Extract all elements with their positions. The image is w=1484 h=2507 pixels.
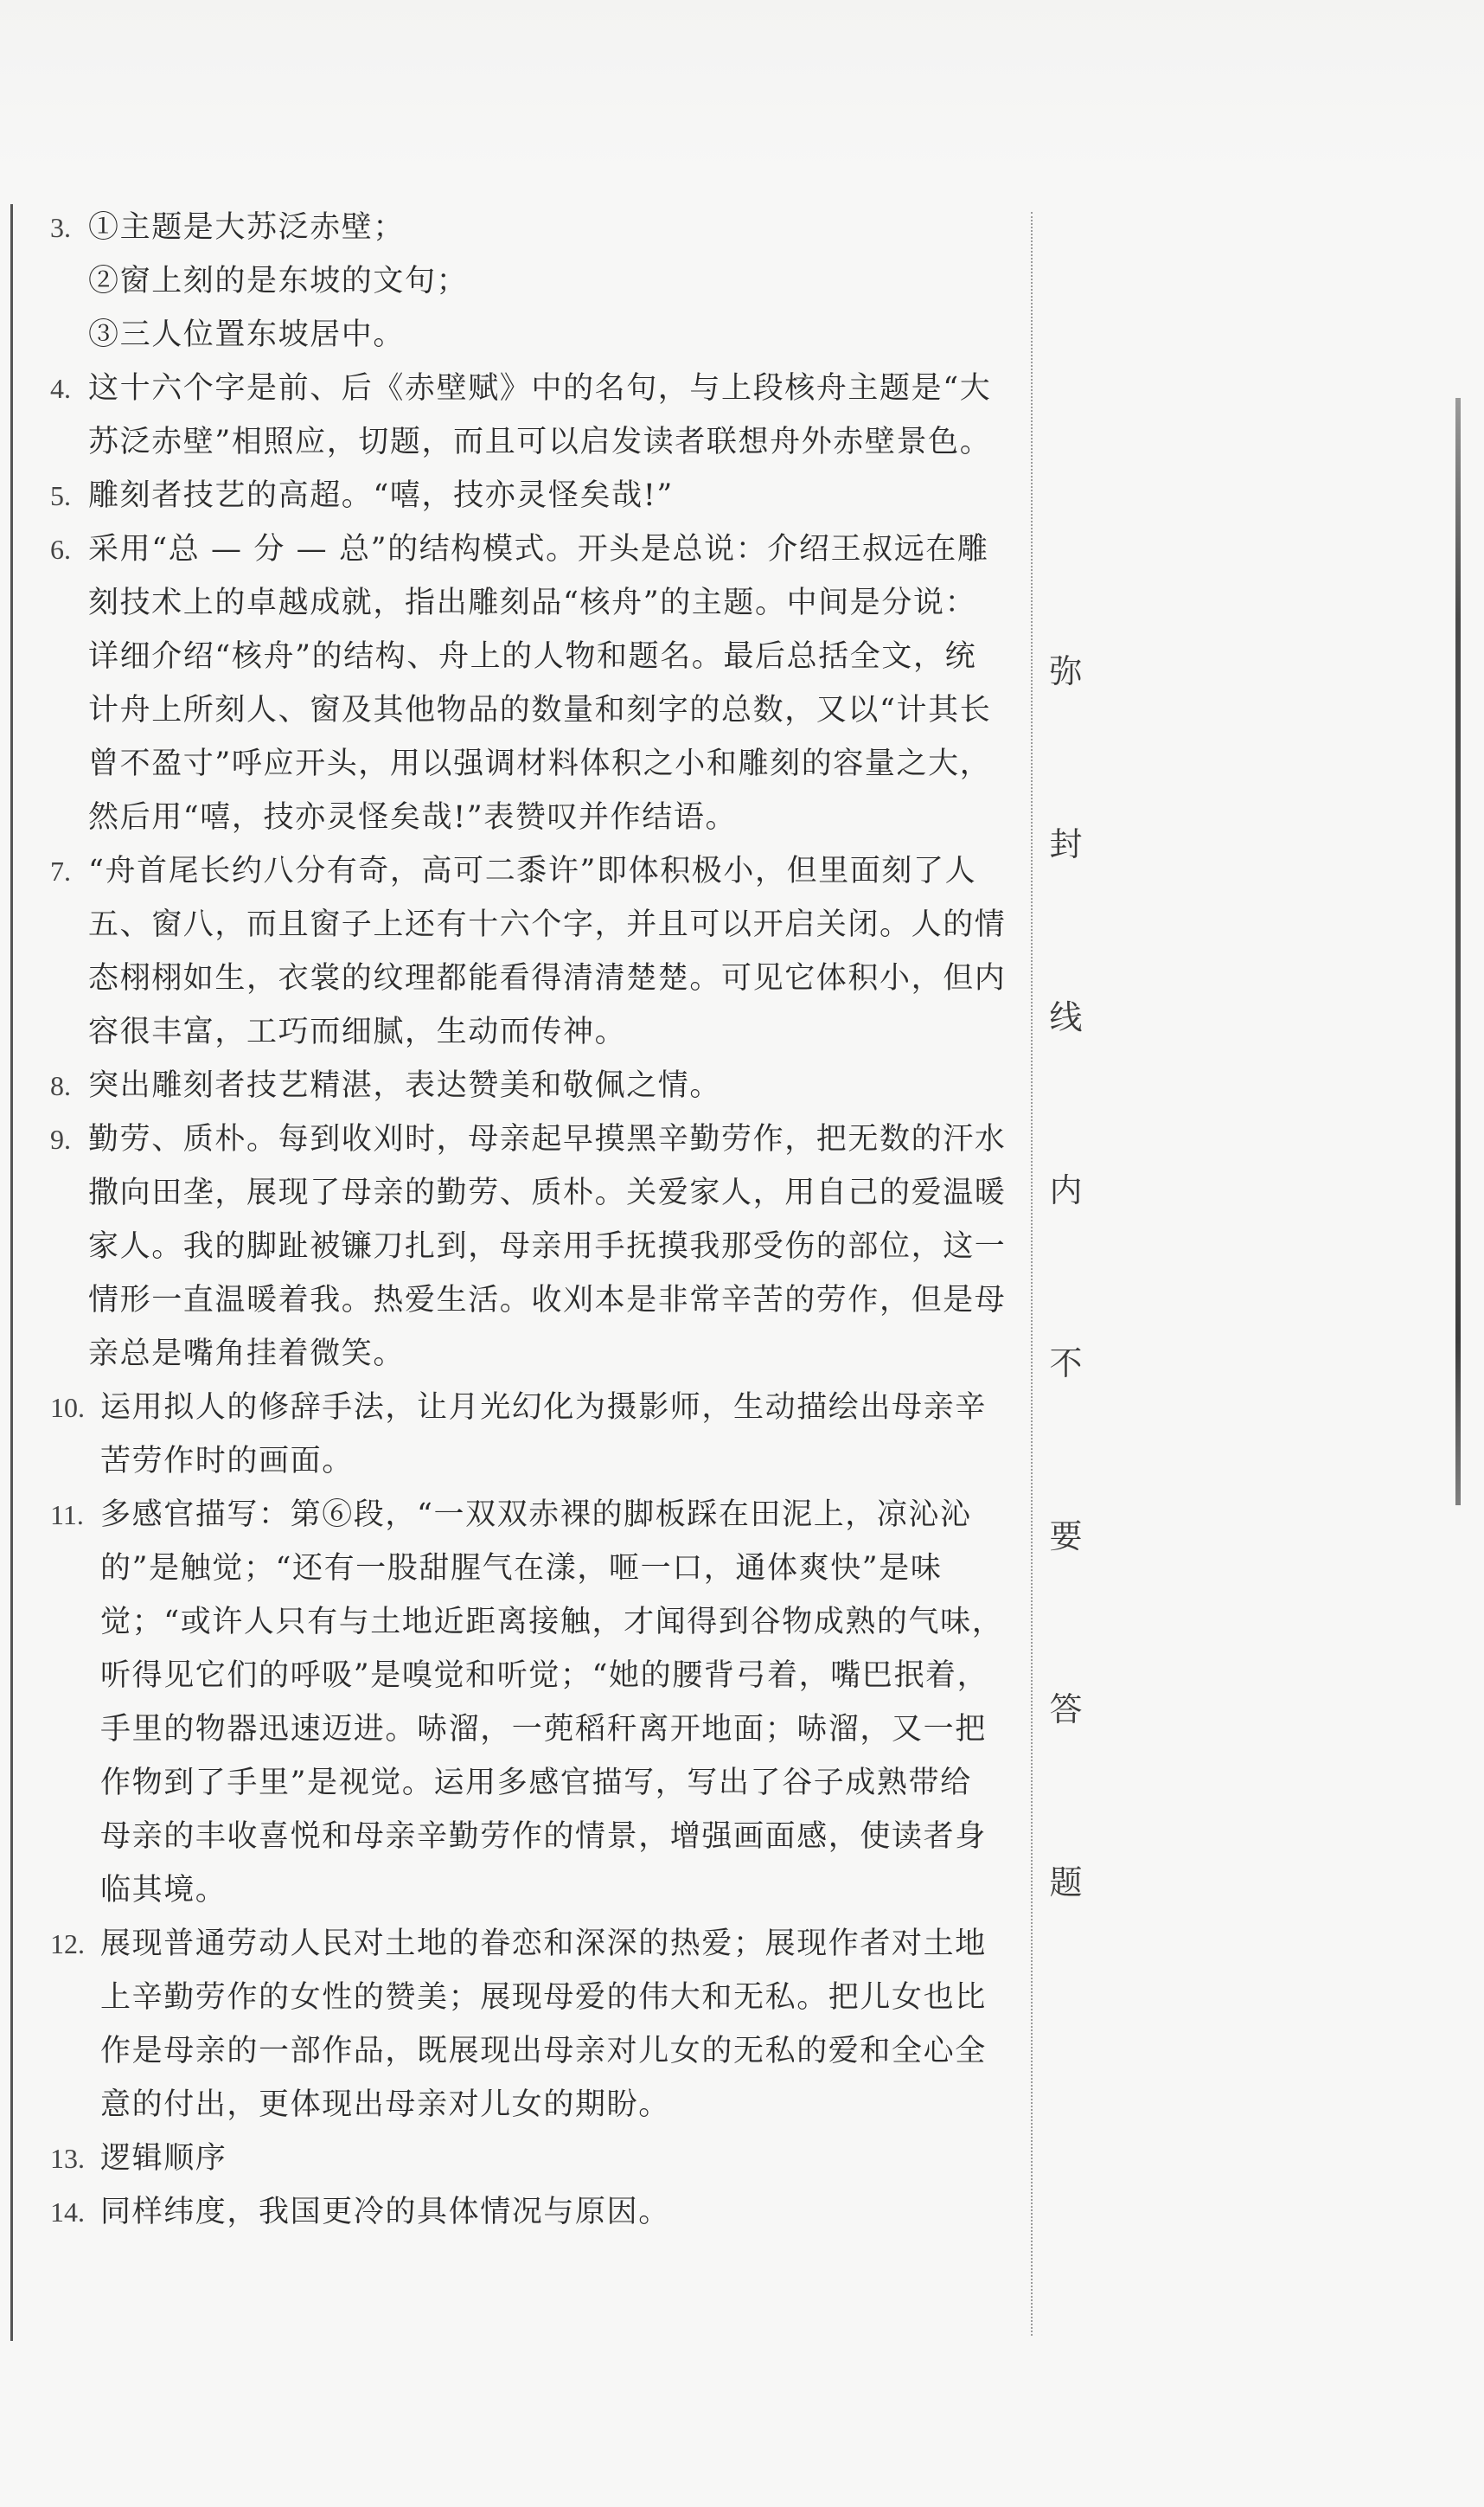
answer-line: 听得见它们的呼吸”是嗅觉和听觉；“她的腰背弓着，嘴巴抿着，: [100, 1658, 989, 1693]
answer-line: 觉；“或许人只有与土地近距离接触，才闻得到谷物成熟的气味，: [100, 1605, 1004, 1639]
answer-number: 6.: [50, 534, 71, 565]
page-edge-shadow: [1455, 398, 1461, 1505]
answer-line: 撒向田垄，展现了母亲的勤劳、质朴。关爱家人，用自己的爱温暖: [88, 1176, 1007, 1210]
answer-number: 5.: [50, 480, 71, 511]
answer-item: [0, 1488, 1016, 1917]
answer-number: 12.: [50, 1928, 85, 1959]
answer-line: 勤劳、质朴。每到收刈时，母亲起早摸黑辛勤劳作，把无数的汗水: [88, 1122, 1007, 1157]
answer-line: 逻辑顺序: [100, 2141, 227, 2176]
answer-number: 4.: [50, 373, 71, 404]
answer-line: 运用拟人的修辞手法，让月光幻化为摄影师，生动描绘出母亲辛: [100, 1390, 987, 1425]
seal-char: 题: [1049, 1863, 1083, 1901]
seal-char: 线: [1049, 998, 1083, 1036]
answer-line: 情形一直温暖着我。热爱生活。收刈本是非常辛苦的劳作，但是母: [88, 1283, 1007, 1318]
answer-line: 容很丰富，工巧而细腻，生动而传神。: [88, 1015, 627, 1049]
answer-item: [0, 2132, 1016, 2185]
answer-item: [0, 362, 1016, 469]
answer-line: 曾不盈寸”呼应开头，用以强调材料体积之小和雕刻的容量之大，: [88, 747, 992, 781]
answer-line: 态栩栩如生，衣裳的纹理都能看得清清楚楚。可见它体积小，但内: [88, 961, 1007, 996]
seal-char: 要: [1049, 1517, 1083, 1555]
answer-line: 作物到了手里”是视觉。运用多感官描写，写出了谷子成熟带给: [100, 1766, 972, 1800]
answer-item: [0, 1059, 1016, 1112]
answer-number: 8.: [50, 1070, 71, 1101]
answer-line: 这十六个字是前、后《赤壁赋》中的名句，与上段核舟主题是“大: [88, 371, 992, 406]
seal-char: 不: [1049, 1344, 1083, 1382]
answer-item: [0, 2185, 1016, 2239]
answer-line: 同样纬度，我国更冷的具体情况与原因。: [100, 2195, 670, 2229]
answer-line: 展现普通劳动人民对土地的眷恋和深深的热爱；展现作者对土地: [100, 1927, 987, 1961]
answer-item: [0, 1917, 1016, 2132]
seal-char: 弥: [1049, 652, 1083, 690]
answer-line: ①主题是大苏泛赤壁；: [88, 210, 406, 245]
answer-line: 雕刻者技艺的高超。“嘻，技亦灵怪矣哉!”: [88, 478, 674, 513]
answer-line: 作是母亲的一部作品，既展现出母亲对儿女的无私的爱和全心全: [100, 2034, 987, 2068]
answer-line: 手里的物器迅速迈进。哧溜，一蔸稻秆离开地面；哧溜，又一把: [100, 1712, 987, 1747]
answer-number: 13.: [50, 2143, 85, 2174]
answer-item: [0, 469, 1016, 523]
page-top-shade: [0, 0, 1484, 173]
answer-line: 母亲的丰收喜悦和母亲辛勤劳作的情景，增强画面感，使读者身: [100, 1819, 987, 1854]
answer-line: 苦劳作时的画面。: [100, 1444, 354, 1478]
seal-char: 封: [1049, 825, 1083, 863]
answer-line: 临其境。: [100, 1873, 227, 1908]
answer-line: 的”是触觉；“还有一股甜腥气在漾，咂一口，通体爽快”是味: [100, 1551, 943, 1586]
answer-line: “舟首尾长约八分有奇，高可二黍许”即体积极小，但里面刻了人: [88, 854, 977, 888]
answer-line: 多感官描写：第⑥段，“一双双赤裸的脚板踩在田泥上，凉沁沁: [100, 1497, 972, 1532]
answer-number: 11.: [50, 1499, 84, 1530]
answer-line: 家人。我的脚趾被镰刀扎到，母亲用手抚摸我那受伤的部位，这一: [88, 1229, 1007, 1264]
answer-line: 亲总是嘴角挂着微笑。: [88, 1337, 406, 1371]
answer-line: 意的付出，更体现出母亲对儿女的期盼。: [100, 2087, 670, 2122]
answer-list: [0, 201, 1016, 2239]
answer-line: 然后用“嘻，技亦灵怪矣哉!”表赞叹并作结语。: [88, 800, 738, 835]
answer-number: 7.: [50, 856, 71, 887]
seal-char: 内: [1049, 1171, 1083, 1209]
answer-line: 突出雕刻者技艺精湛，表达赞美和敬佩之情。: [88, 1068, 722, 1103]
answer-item: [0, 523, 1016, 844]
answer-item: [0, 1381, 1016, 1488]
answer-line: 苏泛赤壁”相照应，切题，而且可以启发读者联想舟外赤壁景色。: [88, 425, 992, 459]
answer-number: 9.: [50, 1124, 71, 1155]
answer-line: 采用“总 — 分 — 总”的结构模式。开头是总说：介绍王叔远在雕: [88, 532, 989, 567]
answer-item: [0, 201, 1016, 362]
answer-line: ③三人位置东坡居中。: [88, 317, 406, 352]
answer-number: 10.: [50, 1392, 85, 1423]
answer-item: [0, 844, 1016, 1059]
answer-line: ②窗上刻的是东坡的文句；: [88, 264, 469, 298]
answer-line: 计舟上所刻人、窗及其他物品的数量和刻字的总数，又以“计其长: [88, 693, 992, 728]
seal-char: 答: [1049, 1690, 1083, 1728]
answer-item: [0, 1112, 1016, 1381]
answer-line: 五、窗八，而且窗子上还有十六个字，并且可以开启关闭。人的情: [88, 907, 1007, 942]
binding-dotted-line: [1031, 212, 1033, 2336]
answer-line: 刻技术上的卓越成就，指出雕刻品“核舟”的主题。中间是分说：: [88, 586, 977, 620]
answer-number: 14.: [50, 2196, 85, 2228]
answer-line: 详细介绍“核舟”的结构、舟上的人物和题名。最后总括全文，统: [88, 639, 977, 674]
answer-number: 3.: [50, 212, 71, 243]
answer-line: 上辛勤劳作的女性的赞美；展现母爱的伟大和无私。把儿女也比: [100, 1980, 987, 2015]
